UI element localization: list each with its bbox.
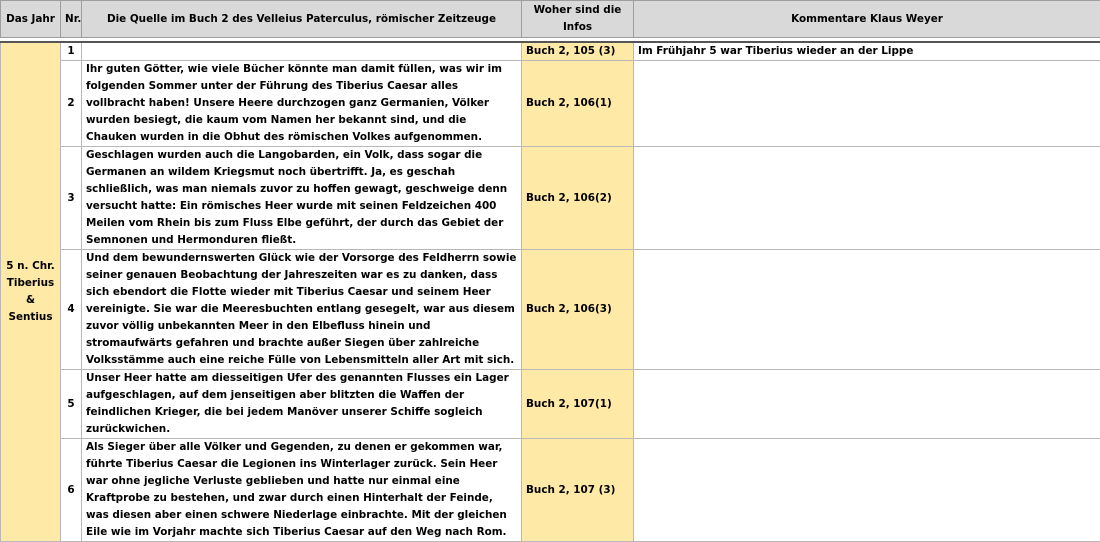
header-nr[interactable]: Nr. [61,1,82,38]
header-quelle[interactable]: Die Quelle im Buch 2 des Velleius Paterculus, römischer Zeitzeuge [82,1,522,38]
table-row [1,439,1100,542]
comment-cell[interactable] [634,439,1100,542]
year-line-2: Tiberius & [5,275,56,309]
nr-cell[interactable]: 4 [61,250,82,370]
source-cell[interactable]: Buch 2, 107 (3) [522,439,634,542]
year-line-1: 5 n. Chr. [5,258,56,275]
table-row [1,61,1100,147]
table-row [1,147,1100,250]
header-year[interactable]: Das Jahr [1,1,61,38]
comment-cell[interactable] [634,147,1100,250]
nr-cell[interactable]: 2 [61,61,82,147]
quelle-cell[interactable]: Als Sieger über alle Völker und Gegenden, zu denen er gekommen war, führte Tiberius Caesar die Legionen ins Winterlager zurück. Sein Heer war ohne jegliche Verluste geblieben und hatte nur einmal eine Kraftprobe zu bestehen, und zwar durch einen Hinterhalt der Feinde, was diesen aber einen schwere Niederlage einbrachte. Mit der gleichen Eile wie im Vorjahr machte sich Tiberius Caesar auf den Weg nach Rom. [82,439,522,542]
comment-cell[interactable]: Im Frühjahr 5 war Tiberius wieder an der Lippe [634,42,1100,61]
header-row [1,1,1100,38]
year-line-3: Sentius [5,309,56,326]
header-woher[interactable]: Woher sind die Infos [522,1,634,38]
header-kommentare[interactable]: Kommentare Klaus Weyer [634,1,1100,38]
quelle-cell[interactable]: Ihr guten Götter, wie viele Bücher könnte man damit füllen, was wir im folgenden Sommer unter der Führung des Tiberius Caesar alles vollbracht haben! Unsere Heere durchzogen ganz Germanien, Völker wurden besiegt, die kaum vom Namen her bekannt sind, und die Chauken wurden in die Obhut des römischen Volkes aufgenommen. [82,61,522,147]
quelle-cell[interactable]: Unser Heer hatte am diesseitigen Ufer des genannten Flusses ein Lager aufgeschlagen, auf dem jenseitigen aber blitzten die Waffen der feindlichen Krieger, die bei jedem Manöver unserer Schiffe sogleich zurückwichen. [82,370,522,439]
comment-cell[interactable] [634,370,1100,439]
nr-cell[interactable]: 5 [61,370,82,439]
year-cell[interactable] [1,42,61,542]
quelle-cell[interactable] [82,42,522,61]
table-row [1,250,1100,370]
source-cell[interactable]: Buch 2, 106(2) [522,147,634,250]
source-cell[interactable]: Buch 2, 107(1) [522,370,634,439]
table-row [1,370,1100,439]
quelle-cell[interactable]: Geschlagen wurden auch die Langobarden, ein Volk, dass sogar die Germanen an wildem Kriegsmut noch übertrifft. Ja, es geschah schließlich, was man niemals zuvor zu hoffen gewagt, geschweige denn versucht hatte: Ein römisches Heer wurde mit seinen Feldzeichen 400 Meilen vom Rhein bis zum Fluss Elbe geführt, der durch das Gebiet der Semnonen und Hermonduren fließt. [82,147,522,250]
nr-cell[interactable]: 3 [61,147,82,250]
comment-cell[interactable] [634,250,1100,370]
nr-cell[interactable]: 6 [61,439,82,542]
source-cell[interactable]: Buch 2, 105 (3) [522,42,634,61]
table-row [1,42,1100,61]
source-cell[interactable]: Buch 2, 106(3) [522,250,634,370]
quelle-cell[interactable]: Und dem bewundernswerten Glück wie der Vorsorge des Feldherrn sowie seiner genauen Beobachtung der Jahreszeiten war es zu danken, dass sich ebendort die Flotte wieder mit Tiberius Caesar und seinem Heer vereinigte. Sie war die Meeresbuchten entlang gesegelt, war aus diesem zuvor völlig unbekannten Meer in den Elbefluss hinein und stromaufwärts gefahren und brachte außer Siegen über zahlreiche Volksstämme auch eine reiche Fülle von Lebensmitteln aller Art mit sich. [82,250,522,370]
source-cell[interactable]: Buch 2, 106(1) [522,61,634,147]
comment-cell[interactable] [634,61,1100,147]
nr-cell[interactable]: 1 [61,42,82,61]
